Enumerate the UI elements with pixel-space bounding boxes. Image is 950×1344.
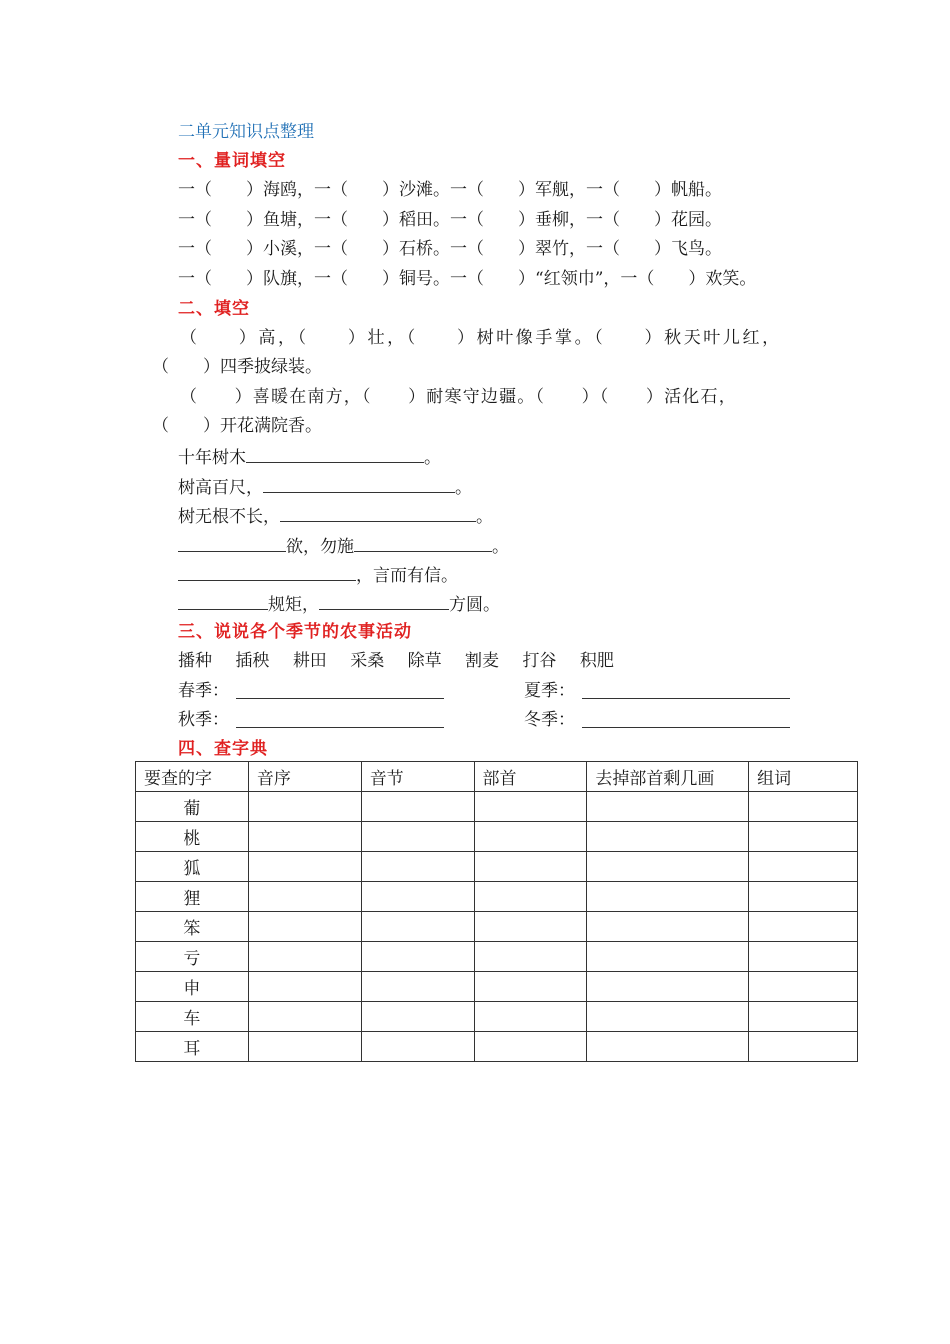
header-words: 组词 <box>749 762 858 792</box>
lookup-char: 桃 <box>136 822 249 852</box>
fill-blank-para2-line1: （ ）喜暖在南方，（ ）耐寒守边疆。（ ）（ ）活化石， <box>180 387 737 407</box>
answer-cell[interactable] <box>587 912 749 942</box>
section2-heading: 二、填空 <box>178 299 250 319</box>
table-row <box>136 942 858 972</box>
winter-label: 冬季： <box>524 710 575 730</box>
activity-word: 割麦 <box>465 651 500 671</box>
answer-cell[interactable] <box>587 1002 749 1032</box>
spring-label: 春季： <box>178 681 229 701</box>
fill-blank-para1-line1: （ ）高，（ ）壮，（ ）树叶像手掌。（ ）秋天叶儿红， <box>180 328 782 348</box>
answer-cell[interactable] <box>361 1032 474 1062</box>
table-row <box>136 882 858 912</box>
lookup-char: 亏 <box>136 942 249 972</box>
lookup-char: 耳 <box>136 1032 249 1062</box>
section3-heading: 三、说说各个季节的农事活动 <box>178 622 412 642</box>
answer-cell[interactable] <box>248 852 361 882</box>
answer-cell[interactable] <box>361 882 474 912</box>
answer-cell[interactable] <box>749 942 858 972</box>
proverb-5-end: ，言而有信。 <box>356 566 458 586</box>
proverb-6-end: 方圆。 <box>449 595 500 615</box>
answer-cell[interactable] <box>248 942 361 972</box>
winter-answer-line[interactable] <box>582 726 790 728</box>
proverb-4-end: 。 <box>492 537 509 557</box>
section4-heading: 四、查字典 <box>178 739 268 759</box>
proverb-3-text: 树无根不长， <box>178 507 280 527</box>
answer-cell[interactable] <box>749 1002 858 1032</box>
proverb-2-text: 树高百尺， <box>178 478 263 498</box>
answer-cell[interactable] <box>587 942 749 972</box>
proverb-line-5 <box>178 564 458 586</box>
measure-word-line-1: 一（ ）海鸥，一（ ）沙滩。一（ ）军舰，一（ ）帆船。 <box>178 180 722 200</box>
proverb-6-mid: 规矩， <box>268 595 319 615</box>
answer-cell[interactable] <box>749 852 858 882</box>
answer-cell[interactable] <box>248 1032 361 1062</box>
proverb-line-4 <box>178 535 509 557</box>
answer-cell[interactable] <box>474 822 587 852</box>
autumn-label: 秋季： <box>178 710 229 730</box>
header-strokes: 去掉部首剩几画 <box>587 762 749 792</box>
summer-label: 夏季： <box>524 681 575 701</box>
fill-blank-para2-line2: （ ）开花满院香。 <box>152 416 322 436</box>
answer-cell[interactable] <box>474 1032 587 1062</box>
answer-cell[interactable] <box>749 972 858 1002</box>
answer-cell[interactable] <box>587 882 749 912</box>
answer-cell[interactable] <box>587 1032 749 1062</box>
autumn-answer-line[interactable] <box>236 726 444 728</box>
table-row <box>136 792 858 822</box>
activity-word-list <box>178 651 632 671</box>
section1-heading: 一、量词填空 <box>178 151 286 171</box>
answer-cell[interactable] <box>587 972 749 1002</box>
measure-word-line-3: 一（ ）小溪，一（ ）石桥。一（ ）翠竹，一（ ）飞鸟。 <box>178 239 722 259</box>
table-row <box>136 912 858 942</box>
answer-blank[interactable] <box>246 446 424 463</box>
lookup-char: 葡 <box>136 792 249 822</box>
table-header-row <box>136 762 858 792</box>
activity-word: 采桑 <box>350 651 385 671</box>
answer-cell[interactable] <box>749 882 858 912</box>
header-char: 要查的字 <box>136 762 249 792</box>
activity-word: 积肥 <box>579 651 614 671</box>
proverb-line-2 <box>178 476 472 498</box>
answer-cell[interactable] <box>749 822 858 852</box>
lookup-char: 笨 <box>136 912 249 942</box>
proverb-1-end: 。 <box>424 448 441 468</box>
proverb-line-6 <box>178 593 500 615</box>
table-row <box>136 1032 858 1062</box>
answer-cell[interactable] <box>474 852 587 882</box>
answer-cell[interactable] <box>248 792 361 822</box>
answer-cell[interactable] <box>587 792 749 822</box>
answer-cell[interactable] <box>474 882 587 912</box>
proverb-4-mid: 欲，勿施 <box>286 537 354 557</box>
answer-cell[interactable] <box>749 792 858 822</box>
activity-word: 除草 <box>407 651 442 671</box>
answer-cell[interactable] <box>749 1032 858 1062</box>
proverb-2-end: 。 <box>455 478 472 498</box>
answer-cell[interactable] <box>248 972 361 1002</box>
answer-blank[interactable] <box>178 535 286 552</box>
lookup-char: 狸 <box>136 882 249 912</box>
answer-cell[interactable] <box>361 792 474 822</box>
answer-cell[interactable] <box>248 1002 361 1032</box>
activity-word: 耕田 <box>292 651 327 671</box>
answer-cell[interactable] <box>474 912 587 942</box>
page-title: 二单元知识点整理 <box>178 122 314 142</box>
activity-word: 播种 <box>178 651 212 671</box>
lookup-char: 狐 <box>136 852 249 882</box>
spring-answer-line[interactable] <box>236 697 444 699</box>
dictionary-table <box>135 761 858 1062</box>
answer-cell[interactable] <box>749 912 858 942</box>
proverb-1-text: 十年树木 <box>178 448 246 468</box>
answer-cell[interactable] <box>248 882 361 912</box>
activity-word: 打谷 <box>522 651 557 671</box>
answer-cell[interactable] <box>474 942 587 972</box>
answer-cell[interactable] <box>361 912 474 942</box>
answer-blank[interactable] <box>354 535 492 552</box>
answer-cell[interactable] <box>474 972 587 1002</box>
summer-answer-line[interactable] <box>582 697 790 699</box>
fill-blank-para1-line2: （ ）四季披绿装。 <box>152 357 322 377</box>
table-row <box>136 852 858 882</box>
answer-cell[interactable] <box>361 852 474 882</box>
activity-word: 插秧 <box>235 651 270 671</box>
proverb-line-3 <box>178 505 493 527</box>
answer-cell[interactable] <box>474 1002 587 1032</box>
answer-blank[interactable] <box>280 505 476 522</box>
answer-blank[interactable] <box>319 593 449 610</box>
answer-cell[interactable] <box>248 822 361 852</box>
measure-word-line-4: 一（ ）队旗，一（ ）铜号。一（ ）“红领巾”，一（ ）欢笑。 <box>178 269 757 289</box>
answer-cell[interactable] <box>361 822 474 852</box>
proverb-3-end: 。 <box>476 507 493 527</box>
header-syllable: 音节 <box>361 762 474 792</box>
table-row <box>136 972 858 1002</box>
answer-cell[interactable] <box>361 1002 474 1032</box>
answer-cell[interactable] <box>248 912 361 942</box>
answer-blank[interactable] <box>178 564 356 581</box>
lookup-char: 申 <box>136 972 249 1002</box>
table-row <box>136 822 858 852</box>
proverb-line-1 <box>178 446 441 468</box>
answer-cell[interactable] <box>361 942 474 972</box>
answer-cell[interactable] <box>361 972 474 1002</box>
answer-cell[interactable] <box>587 852 749 882</box>
header-radical: 部首 <box>474 762 587 792</box>
answer-cell[interactable] <box>474 792 587 822</box>
table-row <box>136 1002 858 1032</box>
lookup-char: 车 <box>136 1002 249 1032</box>
answer-blank[interactable] <box>178 593 268 610</box>
measure-word-line-2: 一（ ）鱼塘，一（ ）稻田。一（ ）垂柳，一（ ）花园。 <box>178 210 722 230</box>
header-initial: 音序 <box>248 762 361 792</box>
answer-blank[interactable] <box>263 476 455 493</box>
answer-cell[interactable] <box>587 822 749 852</box>
